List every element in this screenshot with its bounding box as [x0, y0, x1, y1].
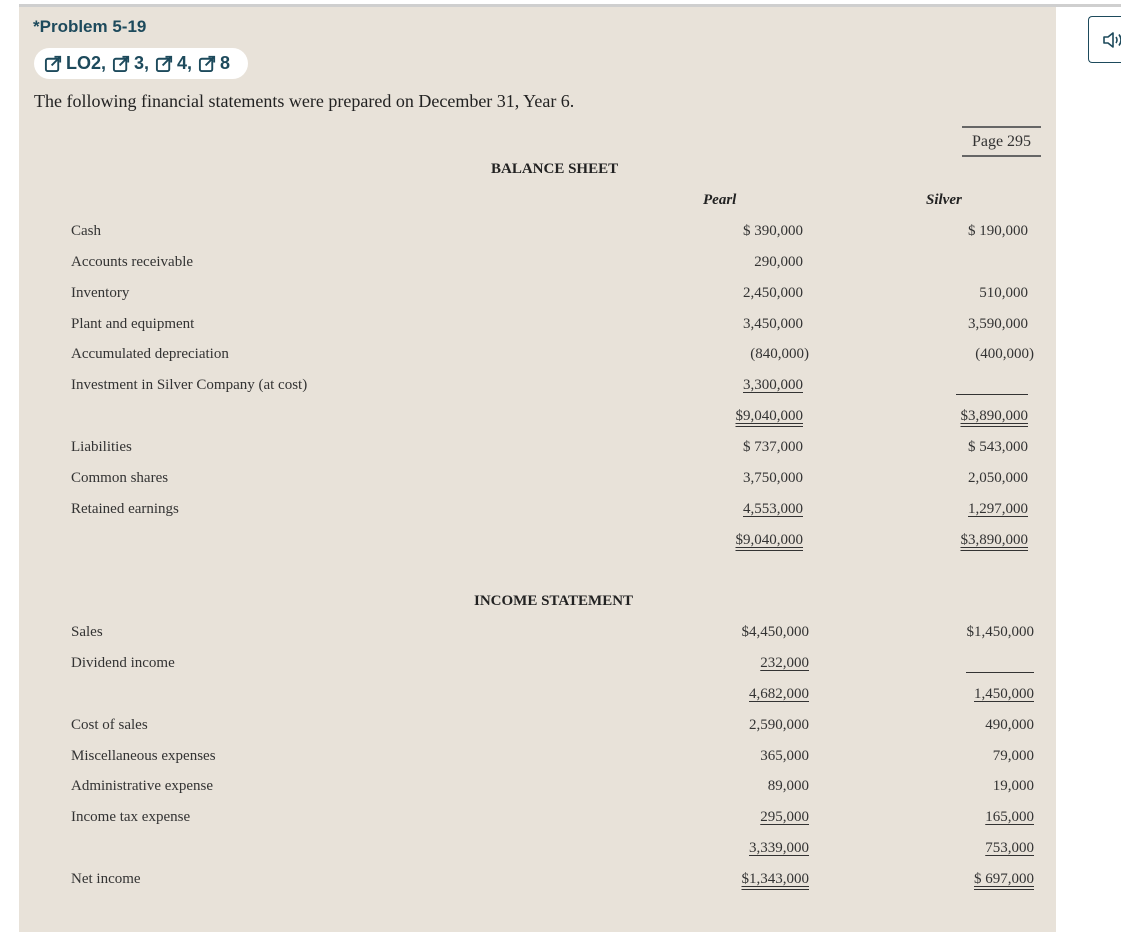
bs-label-inventory: Inventory [71, 285, 130, 301]
page-marker: Page 295 [962, 126, 1041, 157]
is-silver-cost-of-sales: 490,000 [985, 717, 1034, 733]
bs-label-common-shares: Common shares [71, 470, 169, 486]
bs-pearl-total-assets: $9,040,000 [735, 408, 803, 424]
learning-objectives [34, 48, 248, 79]
is-pearl-tax: 295,000 [760, 809, 809, 825]
income-statement-title: INCOME STATEMENT [474, 593, 634, 609]
is-silver-net-income: $ 697,000 [974, 871, 1034, 887]
bs-pearl-common-shares: 3,750,000 [743, 470, 803, 486]
is-label-net-income: Net income [71, 871, 141, 887]
external-link-icon [155, 54, 174, 73]
bs-pearl-plant: 3,450,000 [743, 316, 803, 332]
is-silver-misc: 79,000 [992, 748, 1034, 764]
bs-pearl-accum-dep: (840,000) [750, 346, 809, 362]
is-label-dividend: Dividend income [71, 655, 175, 671]
bs-silver-cash: $ 190,000 [968, 223, 1028, 239]
is-silver-admin: 19,000 [992, 778, 1034, 794]
col-head-silver: Silver [926, 192, 962, 208]
is-pearl-misc: 365,000 [760, 748, 809, 764]
bs-pearl-cash: $ 390,000 [743, 223, 803, 239]
is-label-tax: Income tax expense [71, 809, 191, 825]
bs-silver-liabilities: $ 543,000 [968, 439, 1028, 455]
lo-label: LO2, [66, 53, 107, 73]
bs-silver-total-assets: $3,890,000 [960, 408, 1028, 424]
is-pearl-total-revenue: 4,682,000 [749, 686, 809, 702]
intro-text: The following financial statements were prepared on December 31, Year 6. [34, 91, 575, 111]
lo-link-3[interactable] [112, 53, 155, 74]
is-pearl-sales: $4,450,000 [741, 624, 809, 640]
lo-label: 8 [220, 53, 231, 73]
bs-pearl-ar: 290,000 [754, 254, 803, 270]
is-silver-total-expenses: 753,000 [985, 840, 1034, 856]
lo-label: 3, [134, 53, 150, 73]
bs-silver-plant: 3,590,000 [968, 316, 1028, 332]
speaker-icon [1102, 31, 1121, 49]
is-silver-sales: $1,450,000 [966, 624, 1034, 640]
lo-link-2[interactable] [44, 53, 112, 74]
bs-silver-inventory: 510,000 [979, 285, 1028, 301]
is-silver-total-revenue: 1,450,000 [974, 686, 1034, 702]
is-label-sales: Sales [71, 624, 103, 640]
external-link-icon [44, 54, 63, 73]
bs-silver-total-equity: $3,890,000 [960, 532, 1028, 548]
external-link-icon [198, 54, 217, 73]
col-head-pearl: Pearl [703, 192, 737, 208]
bs-pearl-total-equity: $9,040,000 [735, 532, 803, 548]
is-pearl-cost-of-sales: 2,590,000 [749, 717, 809, 733]
bs-pearl-liabilities: $ 737,000 [743, 439, 803, 455]
bs-pearl-retained-earnings: 4,553,000 [743, 501, 803, 517]
is-label-cost-of-sales: Cost of sales [71, 717, 148, 733]
is-pearl-admin: 89,000 [767, 778, 809, 794]
is-pearl-total-expenses: 3,339,000 [749, 840, 809, 856]
external-link-icon [112, 54, 131, 73]
bs-label-plant: Plant and equipment [71, 316, 195, 332]
is-pearl-net-income: $1,343,000 [741, 871, 809, 887]
lo-link-4[interactable] [155, 53, 198, 74]
bs-label-investment: Investment in Silver Company (at cost) [71, 377, 308, 393]
bs-label-liabilities: Liabilities [71, 439, 132, 455]
is-label-misc: Miscellaneous expenses [71, 748, 216, 764]
bs-pearl-investment: 3,300,000 [743, 377, 803, 393]
balance-sheet-title: BALANCE SHEET [491, 161, 619, 177]
bs-silver-retained-earnings: 1,297,000 [968, 501, 1028, 517]
bs-label-retained-earnings: Retained earnings [71, 501, 179, 517]
is-silver-tax: 165,000 [985, 809, 1034, 825]
problem-title: *Problem 5-19 [33, 17, 147, 36]
bs-silver-accum-dep: (400,000) [975, 346, 1034, 362]
is-label-admin: Administrative expense [71, 778, 214, 794]
is-silver-dividend-blank [966, 672, 1034, 673]
lo-label: 4, [177, 53, 193, 73]
is-pearl-dividend: 232,000 [760, 655, 809, 671]
bs-silver-investment-blank [956, 394, 1028, 395]
bs-label-ar: Accounts receivable [71, 254, 194, 270]
bs-pearl-inventory: 2,450,000 [743, 285, 803, 301]
bs-label-accum-dep: Accumulated depreciation [71, 346, 229, 362]
bs-label-cash: Cash [71, 223, 101, 239]
bs-silver-common-shares: 2,050,000 [968, 470, 1028, 486]
lo-link-8[interactable] [198, 53, 230, 74]
read-aloud-button[interactable] [1088, 16, 1121, 63]
